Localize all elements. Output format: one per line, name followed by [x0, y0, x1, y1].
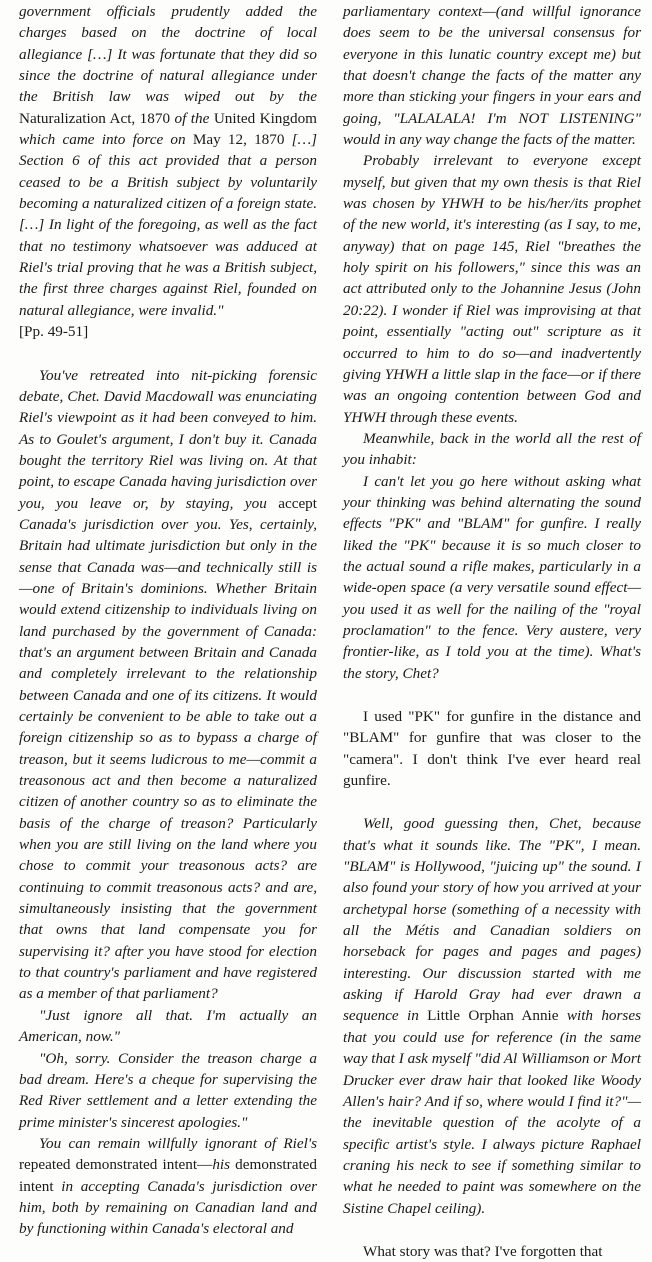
horse-paragraph	[343, 813, 641, 1219]
willful-text-3: demonstrated	[230, 1156, 318, 1174]
closing-question: What story was that? I've forgotten that	[363, 1242, 603, 1260]
left-column	[19, 0, 318, 1238]
dialogue-american: "Just ignore all that. I'm actually an American, now."	[19, 1006, 317, 1046]
right-column	[343, 0, 641, 1260]
reply-text-2: Canada's jurisdiction over you. Yes, certainly, Britain had ultimate jurisdiction but only in the sense that Canada was—and technically still is—one of Britain's dominions. Whether Britain would extend citizenship to individuals living on land purchased by the government of Canada: that's an argument between Britain and Canada and completely irrelevant to the relationship between Canada and one of its citizens. It would certainly be convenient to be able to take out a foreign citizenship so as to bypass a charge of treason, but it seems ludicrous to me—commit a treasonous act and then become a naturalized citizen of another country so as to eliminate the basis of the charge of treason? Particularly when you are still living on the land where you chose to commit your treasonous acts? are continuing to commit treasonous acts? and are, simultaneously insisting that the government that owns that land compensate you for supervising it? after you have stood for election to that country's parliament and have registered as a member of that parliament?	[19, 515, 317, 1003]
willful-text-4: in accepting Canada's jurisdiction over him, both by remaining on Canadian land and by functioning within Canada's electoral and	[19, 1177, 317, 1238]
willful-his: his	[212, 1156, 231, 1174]
dialogue-apology: "Oh, sorry. Consider the treason charge a bad dream. Here's a cheque for supervising the Red River settlement and a letter extending the prime minister's sincerest apologies."	[19, 1049, 317, 1131]
willful-text-2: demonstrated intent—	[70, 1156, 213, 1174]
quote-act-name: Naturalization Act, 1870	[19, 109, 171, 127]
quote-date: May 12, 1870	[192, 131, 285, 149]
yhwh-paragraph: Probably irrelevant to everyone except myself, but given that my own thesis is that Riel was chosen by YHWH to be his/her/its prophet of the new world, it's interesting (as I say, to me, anyway) that on page 145, Riel "breathes the holy spirit on his followers," since this was an act attributed only to the Johannine Jesus (John 20:22). I wonder if Riel was improvising at that point, essentially "acting out" scripture as it occurred to him to do so—and inadvertently giving YHWH a little slap in the face—or if there was an ongoing contention between God and YHWH through these events.	[343, 152, 641, 426]
quote-text-4: […] Section 6 of this act provided that a person ceased to be a British subject by voluntarily becoming a naturalized citizen of a foreign state. […] In light of the foregoing, as well as the fact that no testimony whatsoever was adduced at Riel's trial proving that he was a British subject, the first three charges against Riel, founded on natural allegiance, were invalid."	[19, 131, 318, 319]
reply-text-1: You've retreated into nit-picking forensic debate, Chet. David Macdowall was enunciating Riel's viewpoint as it had been conveyed to him. As to Goulet's argument, I don't buy it. Canada bought the territory Riel was living on. At that point, to escape Canada having jurisdiction over you, you leave or, by staying, you	[19, 366, 317, 512]
willful-repeated: repeated	[19, 1156, 71, 1174]
strip-title: Little Orphan Annie	[427, 1007, 559, 1025]
quote-text-1: government officials prudently added the charges based on the doctrine of local allegiance […] It was fortunate that they did so since the doctrine of natural allegiance under the British law was wiped out by the	[19, 3, 317, 106]
reply-accept: accept	[278, 494, 317, 512]
sound-effects-answer: I used "PK" for gunfire in the distance and "BLAM" for gunfire that was closer to the "camera". I don't think I've ever heard real gunfire.	[343, 708, 641, 790]
quote-page-reference: [Pp. 49-51]	[19, 323, 89, 341]
quoted-passage	[19, 1, 317, 343]
willful-intent: intent	[19, 1177, 54, 1195]
willful-ignorance-paragraph	[19, 1133, 317, 1240]
horse-text-2: with horses that you could use for reference (in the same way that I ask myself "did Al Williamson or Mort Drucker ever draw hair that looked like Woody Allen's hair? And if so, where would I find it?"—the inevitable question of the acolyte of a specific artist's style. I always picture Raphael craning his neck to see if something similar to what he needed to paint was somewhere on the Sistine Chapel ceiling).	[343, 1007, 641, 1217]
parliamentary-context-paragraph: parliamentary context—(and willful ignorance does seem to be the universal consensus for everyone in this lunatic country except me) but that doesn't change the facts of the matter any more than sticking your fingers in your ears and going, "LALALALA! I'm NOT LISTENING" would in any way change the facts of the matter.	[343, 3, 641, 149]
willful-text-1: You can remain willfully ignorant of Riel's	[39, 1134, 317, 1152]
quote-country: United Kingdom	[213, 109, 318, 127]
sound-effects-question: I can't let you go here without asking what your thinking was behind alternating the sound effects "PK" and "BLAM" for gunfire. I really liked the "PK" because it is so much closer to the actual sound a rifle makes, particularly in a wide-open space (a very versatile sound effect—you used it as well for the nailing of the "royal proclamation" to the fence. Very austere, very frontier-like, as I told you at the time). What's the story, Chet?	[343, 472, 641, 682]
quote-text-2: of the	[170, 109, 214, 127]
quote-text-3: which came into force on	[19, 131, 193, 149]
meanwhile-paragraph: Meanwhile, back in the world all the rest of you inhabit:	[343, 429, 641, 469]
horse-text-1: Well, good guessing then, Chet, because that's what it sounds like. The "PK", I mean. "BLAM" is Hollywood, "juicing up" the sound. I also found your story of how you arrived at your archetypal horse (something of a necessity with all the Métis and Canadian soldiers on horseback for pages and pages and pages) interesting. Our discussion started with me asking if Harold Gray had ever drawn a sequence in	[343, 815, 641, 1025]
reply-paragraph	[19, 365, 317, 1005]
